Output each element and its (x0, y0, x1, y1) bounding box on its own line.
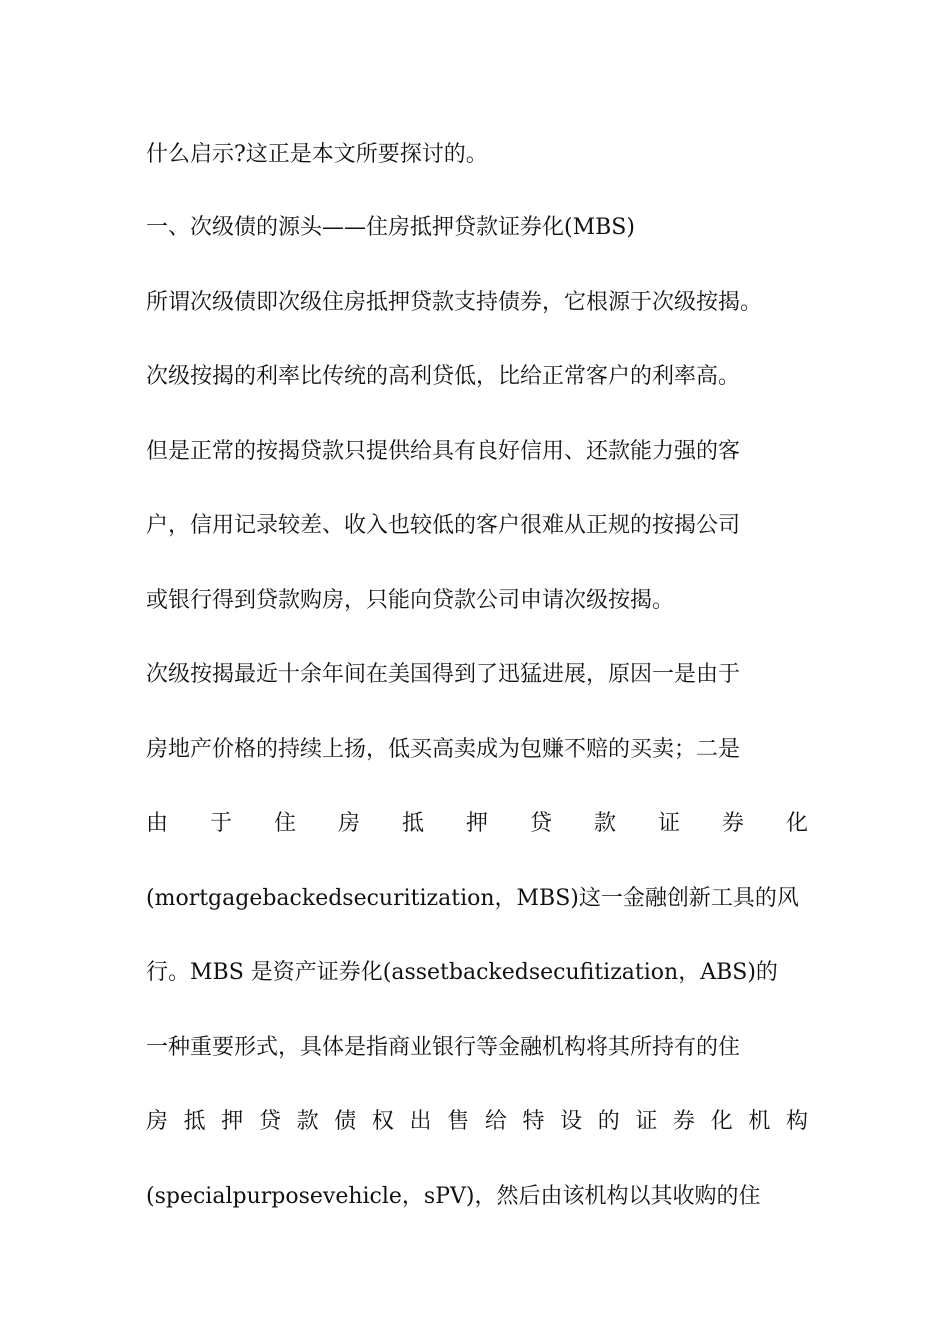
text-line: 行。MBS 是资产证券化(assetbackedsecufitization，ABS)的 (146, 960, 778, 985)
text-line: 由 于 住 房 抵 押 贷 款 证 券 化 (146, 811, 808, 836)
text-line: 或银行得到贷款购房，只能向贷款公司申请次级按揭。 (146, 588, 675, 613)
text-line: (mortgagebackedsecuritization，MBS)这一金融创新工具的风 (146, 886, 799, 911)
text-line: 什么启示?这正是本文所要探讨的。 (146, 142, 488, 167)
text-line: 所谓次级债即次级住房抵押贷款支持债券，它根源于次级按揭。 (146, 290, 763, 315)
text-line: 但是正常的按揭贷款只提供给具有良好信用、还款能力强的客 (146, 439, 741, 464)
text-line: 一种重要形式，具体是指商业银行等金融机构将其所持有的住 (146, 1035, 741, 1060)
section-heading: 一、次级债的源头——住房抵押贷款证券化(MBS) (146, 215, 635, 240)
text-line: 次级按揭的利率比传统的高利贷低，比给正常客户的利率高。 (146, 364, 741, 389)
text-line: 房地产价格的持续上扬，低买高卖成为包赚不赔的买卖；二是 (146, 737, 741, 762)
text-line: 房 抵 押 贷 款 债 权 出 售 给 特 设 的 证 券 化 机 构 (146, 1109, 808, 1134)
text-line: 户，信用记录较差、收入也较低的客户很难从正规的按揭公司 (146, 513, 741, 538)
text-line: (specialpurposevehicle，sPV)，然后由该机构以其收购的住 (146, 1184, 761, 1209)
text-line: 次级按揭最近十余年间在美国得到了迅猛进展，原因一是由于 (146, 662, 741, 687)
